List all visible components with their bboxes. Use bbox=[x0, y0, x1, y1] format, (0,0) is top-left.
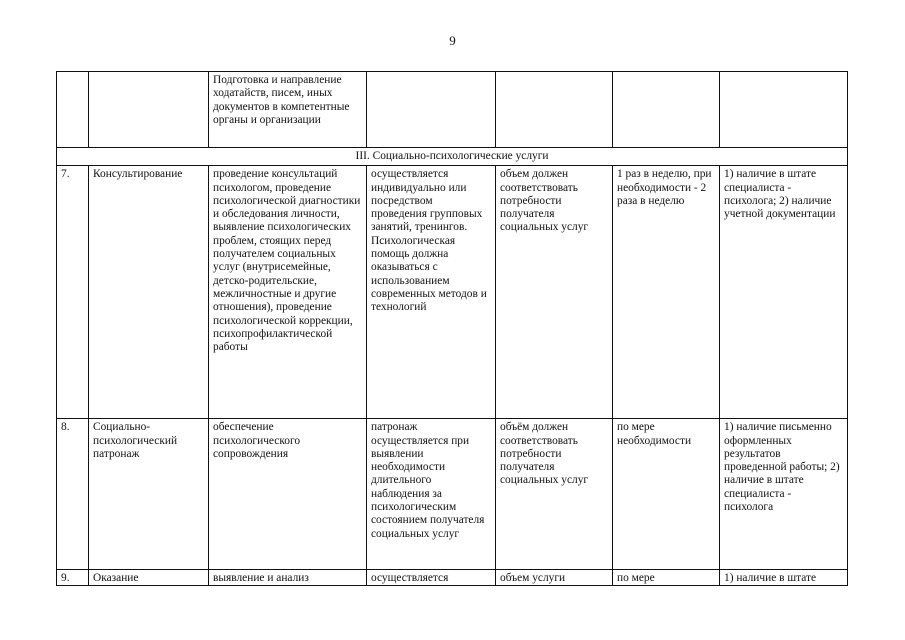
service-volume-cell bbox=[496, 570, 613, 586]
service-frequency-cell bbox=[613, 72, 720, 148]
service-content-cell: Подготовка и направление ходатайств, писем, иных документов в компетентные органы и организации bbox=[209, 72, 367, 148]
service-name-cell: Социально-психологический патронаж bbox=[89, 419, 209, 570]
service-conditions-cell: патронаж осуществляется при выявлении необходимости длительного наблюдения за психологическим состоянием получателя социальных услуг bbox=[367, 419, 496, 570]
service-requirements-cell: 1) наличие письменно оформленных результатов проведенной работы; 2) наличие в штате специалиста - психолога bbox=[720, 419, 848, 570]
page-number: 9 bbox=[449, 33, 456, 48]
service-requirements-cell bbox=[720, 570, 848, 586]
service-name-cell bbox=[89, 72, 209, 148]
service-requirements-cell: 1) наличие в штате специалиста - психолога; 2) наличие учетной документации bbox=[720, 166, 848, 419]
service-name-text: Оказание bbox=[93, 572, 139, 585]
service-requirements-text: 1) наличие в штате bbox=[724, 572, 817, 585]
service-frequency-cell bbox=[613, 570, 720, 586]
row-number-cell: 7. bbox=[57, 166, 89, 419]
table-row bbox=[57, 419, 848, 570]
service-volume-cell bbox=[496, 72, 613, 148]
section-header-row bbox=[57, 148, 848, 166]
service-frequency-text: по мере bbox=[617, 572, 655, 585]
section-title: III. Социально-психологические услуги bbox=[57, 148, 848, 166]
service-volume-text: объем услуги bbox=[500, 572, 566, 585]
service-content-text: выявление и анализ bbox=[213, 572, 309, 585]
service-content-cell: обеспечение психологического сопровождения bbox=[209, 419, 367, 570]
service-conditions-text: осуществляется bbox=[371, 572, 449, 585]
service-name-cell bbox=[89, 570, 209, 586]
service-content-cell: проведение консультаций психологом, проведение психологической диагностики и обследования личности, выявление психологических проблем, стоящих перед получателем социальных услуг (внутрисемейные, детско-родительские, межличностные и другие отношения), проведение психологической коррекции, психопрофилактической работы bbox=[209, 166, 367, 419]
table-row bbox=[57, 570, 848, 586]
row-number-text: 9. bbox=[61, 572, 70, 585]
services-table bbox=[56, 71, 848, 586]
service-frequency-cell: по мере необходимости bbox=[613, 419, 720, 570]
row-number-cell bbox=[57, 72, 89, 148]
row-number-cell bbox=[57, 570, 89, 586]
service-conditions-cell bbox=[367, 570, 496, 586]
service-frequency-cell: 1 раз в неделю, при необходимости - 2 раза в неделю bbox=[613, 166, 720, 419]
table-row bbox=[57, 72, 848, 148]
service-volume-cell: объём должен соответствовать потребности получателя социальных услуг bbox=[496, 419, 613, 570]
table-row bbox=[57, 166, 848, 419]
row-number-cell: 8. bbox=[57, 419, 89, 570]
service-name-cell: Консультирование bbox=[89, 166, 209, 419]
service-conditions-cell: осуществляется индивидуально или посредством проведения групповых занятий, тренингов. Психологическая помощь должна оказываться с использованием современных методов и технологий bbox=[367, 166, 496, 419]
service-volume-cell: объем должен соответствовать потребности получателя социальных услуг bbox=[496, 166, 613, 419]
service-requirements-cell bbox=[720, 72, 848, 148]
service-conditions-cell bbox=[367, 72, 496, 148]
service-content-cell bbox=[209, 570, 367, 586]
